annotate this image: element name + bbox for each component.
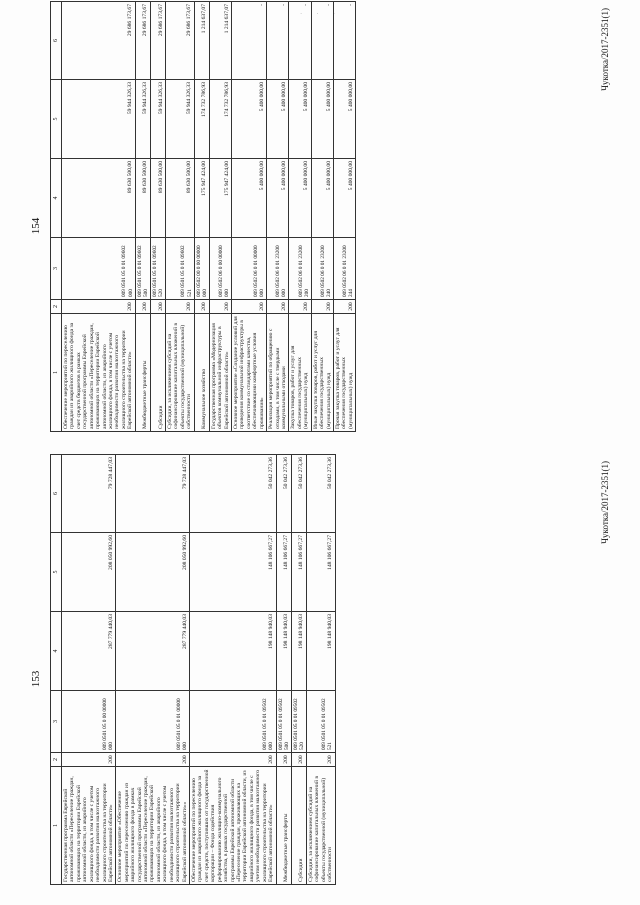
table-row [289,2,311,432]
row-code: 200 [194,300,209,314]
table-header-row [51,2,62,432]
row-kbk: 009 0502 06 0 01 00000 000 [232,238,267,300]
row-amount-plan: 89 630 500,00 [165,159,194,238]
row-amount-rest: 79 728 447,03 [116,455,190,533]
row-amount-plan: 175 947 424,00 [209,159,231,238]
row-kbk: 009 0501 05 0 01 09502 521 [306,691,335,753]
budget-table-153 [50,454,336,885]
row-amount-plan: 175 947 424,00 [194,159,209,238]
row-kbk: 009 0501 05 0 01 09502 000 [190,691,276,753]
table-row [165,2,194,432]
row-name: Обеспечение мероприятий по переселению граждан из аварийного жилищного фонда за счет средств, поступивших от государственной корпорации – Фонда содействия реформированию жилищно-коммунального хозяйства, в рамках государственной программы Еврейской автономной области «Переселение граждан, проживающих на территории Еврейской автономной области, из аварийного жилищного фонда, в том числе с учетом необходимости развития малоэтажного жилищного строительства на территории Еврейской автономной области» [190,767,276,885]
row-name: Иные закупки товаров, работ и услуг для обеспечения государственных (муниципальных) нужд [311,314,333,432]
row-kbk: 009 0502 06 0 01 23200 240 [311,238,333,300]
row-code: 200 [116,753,190,767]
row-amount-rest: 29 686 173,67 [62,2,136,80]
row-kbk: 009 0501 05 0 01 09602 000 [62,238,136,300]
row-code: 200 [289,300,311,314]
row-amount-rest: - [267,2,289,80]
row-amount-plan: 5 400 000,00 [333,159,355,238]
table-row [276,455,291,885]
row-name: Государственная программа «Модернизация объектов коммунальной инфраструктуры в Еврейской автономной области» [209,314,231,432]
table-row [311,2,333,432]
row-amount-exec: 208 050 992,60 [62,533,116,612]
page-number-153: 153 [30,670,42,688]
col-header-2: 2 [51,753,62,767]
row-amount-plan: 5 400 000,00 [289,159,311,238]
col-header-5: 5 [51,533,62,612]
row-amount-plan: 287 779 440,03 [62,612,116,691]
row-name: Реализация мероприятий по обращению с отходами, в том числе с твердыми коммунальными отходами [267,314,289,432]
row-kbk: 009 0502 06 0 00 00000 000 [209,238,231,300]
row-amount-exec: 5 400 000,00 [267,80,289,159]
row-name: Закупка товаров, работ и услуг для обеспечения государственных (муниципальных) нужд [289,314,311,432]
row-amount-rest: 50 042 273,36 [276,455,291,533]
table-header-row [51,455,62,885]
col-header-6: 6 [51,2,62,80]
row-amount-exec: 208 050 992,60 [116,533,190,612]
row-amount-rest: 1 214 637,07 [209,2,231,80]
row-code: 200 [232,300,267,314]
table-row [267,2,289,432]
table-row [116,455,190,885]
page-154-half [10,0,630,452]
row-amount-plan: 198 148 940,03 [291,612,306,691]
row-amount-exec: 148 106 667,27 [190,533,276,612]
row-code: 200 [267,300,289,314]
row-kbk: 009 0502 00 0 00 00000 000 [194,238,209,300]
row-amount-exec: 148 106 667,27 [276,533,291,612]
table-row [62,455,116,885]
col-header-2: 2 [51,300,62,314]
table-row [291,455,306,885]
row-name: Субсидии, за исключением субсидий на софинансирование капитальных вложений в объекты государственной (муниципальной) собственности [306,767,335,885]
table-row [232,2,267,432]
row-kbk: 009 0501 05 0 00 00000 000 [62,691,116,753]
row-kbk: 009 0501 05 0 01 09602 520 [150,238,165,300]
table-row [135,2,150,432]
row-name: Прочая закупка товаров, работ и услуг для обеспечения государственных (муниципальных) нужд [333,314,355,432]
table-row [194,2,209,432]
row-amount-exec: 5 400 000,00 [311,80,333,159]
row-kbk: 009 0501 05 0 01 09502 500 [276,691,291,753]
row-name: Субсидии [291,767,306,885]
row-amount-rest: - [232,2,267,80]
row-amount-exec: 174 732 786,93 [194,80,209,159]
row-amount-plan: 287 779 440,03 [116,612,190,691]
row-kbk: 009 0502 06 0 01 23200 200 [289,238,311,300]
row-kbk: 009 0501 05 0 01 09602 521 [165,238,194,300]
row-code: 200 [135,300,150,314]
page-number-154: 154 [30,217,42,235]
document-id-154: Чукотка/2017-2351(1) [600,8,610,91]
row-kbk: 009 0501 05 0 01 09502 520 [291,691,306,753]
row-name: Основное мероприятие «Создание условий для приведения коммунальной инфраструктуры в соответствие со стандартами качества, обеспечивающими комфортные условия проживания» [232,314,267,432]
col-header-4: 4 [51,159,62,238]
row-amount-exec: 59 944 326,33 [62,80,136,159]
row-code: 200 [62,753,116,767]
table-row [62,2,136,432]
row-code: 200 [150,300,165,314]
row-amount-plan: 89 630 500,00 [62,159,136,238]
row-amount-plan: 198 148 940,03 [276,612,291,691]
row-kbk: 009 0502 06 0 01 23200 000 [267,238,289,300]
row-name: Обеспечение мероприятий по переселению граждан из аварийного жилищного фонда за счет средств бюджетов в рамках государственной программы Еврейской автономной области «Переселение граждан, проживающих на территории Еврейской автономной области, из аварийного жилищного фонда, в том числе с учетом необходимости развития малоэтажного жилищного строительства на территории Еврейской автономной области» [62,314,136,432]
col-header-1: 1 [51,314,62,432]
row-amount-exec: 59 944 326,33 [150,80,165,159]
page-153-half [10,453,630,905]
row-name: Коммунальное хозяйство [194,314,209,432]
row-name: Межбюджетные трансферты [135,314,150,432]
table-row [209,2,231,432]
row-amount-rest: 50 042 273,36 [190,455,276,533]
col-header-6: 6 [51,455,62,533]
row-amount-rest: - [289,2,311,80]
row-amount-plan: 5 400 000,00 [311,159,333,238]
row-kbk: 009 0501 05 0 01 09602 500 [135,238,150,300]
row-code: 200 [276,753,291,767]
row-amount-exec: 59 944 326,33 [165,80,194,159]
row-code: 200 [190,753,276,767]
row-amount-exec: 5 400 000,00 [232,80,267,159]
row-code: 200 [62,300,136,314]
row-code: 200 [311,300,333,314]
row-amount-exec: 174 732 786,93 [209,80,231,159]
row-amount-rest: 29 686 173,67 [165,2,194,80]
row-amount-plan: 89 630 500,00 [135,159,150,238]
row-amount-rest: 29 686 173,67 [150,2,165,80]
scan-marks: · · · [300,10,342,18]
table-row [150,2,165,432]
document-id-153: Чукотка/2017-2351(1) [600,461,610,544]
col-header-4: 4 [51,612,62,691]
row-amount-exec: 59 944 326,33 [135,80,150,159]
row-amount-exec: 148 106 667,27 [306,533,335,612]
row-name: Субсидии [150,314,165,432]
row-name: Субсидии, за исключением субсидий на софинансирование капитальных вложений в объекты государственной (муниципальной) собственности [165,314,194,432]
row-code: 200 [306,753,335,767]
row-amount-plan: 198 148 940,03 [306,612,335,691]
row-amount-rest: 50 042 273,36 [306,455,335,533]
col-header-3: 3 [51,691,62,753]
row-amount-rest: 50 042 273,36 [291,455,306,533]
row-amount-exec: 5 400 000,00 [289,80,311,159]
budget-table-154 [50,1,356,432]
row-amount-rest: - [333,2,355,80]
col-header-3: 3 [51,238,62,300]
row-kbk: 009 0501 05 0 01 00000 000 [116,691,190,753]
row-amount-rest: 1 214 637,07 [194,2,209,80]
row-amount-plan: 5 400 000,00 [267,159,289,238]
row-name: Основное мероприятие «Обеспечение мероприятий по переселению граждан из аварийного жилищного фонда в рамках государственной программы Еврейской автономной области «Переселение граждан, проживающих на территории Еврейской автономной области, из аварийного жилищного фонда, в том числе с учетом необходимости развития малоэтажного жилищного строительства на территории Еврейской автономной области»» [116,767,190,885]
row-amount-rest: - [311,2,333,80]
table-row [333,2,355,432]
row-amount-exec: 5 400 000,00 [333,80,355,159]
row-amount-rest: 29 686 173,67 [135,2,150,80]
row-code: 200 [209,300,231,314]
row-name: Межбюджетные трансферты [276,767,291,885]
table-row [190,455,276,885]
row-code: 200 [165,300,194,314]
row-amount-rest: 79 728 447,03 [62,455,116,533]
col-header-5: 5 [51,80,62,159]
row-name: Государственная программа Еврейской автономной области «Переселение граждан, проживающих на территории Еврейской автономной области, из аварийного жилищного фонда, в том числе с учетом необходимости развития малоэтажного жилищного строительства на территории Еврейской автономной области» [62,767,116,885]
row-amount-plan: 89 630 500,00 [150,159,165,238]
row-amount-exec: 148 106 667,27 [291,533,306,612]
row-amount-plan: 5 400 000,00 [232,159,267,238]
table-row [306,455,335,885]
row-code: 200 [333,300,355,314]
row-kbk: 009 0502 06 0 01 23200 244 [333,238,355,300]
row-code: 200 [291,753,306,767]
col-header-1: 1 [51,767,62,885]
row-amount-plan: 198 148 940,03 [190,612,276,691]
